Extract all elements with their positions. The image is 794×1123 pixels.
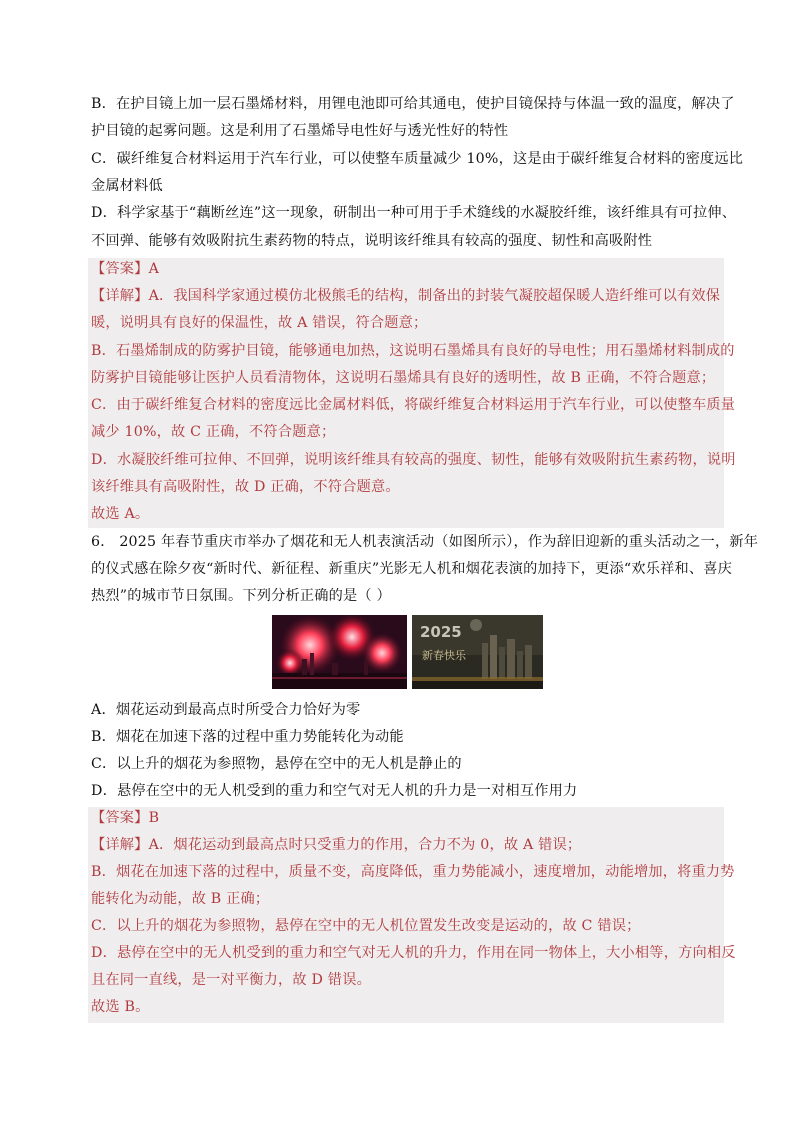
q6-answer-value: B [148,810,160,826]
q6-detail-d-line2: 且在同一直线，是一对平衡力，故 D 错误。 [91,972,371,988]
q5-detail-d-line2: 该纤维具有高吸附性，故 D 正确，不符合题意。 [91,479,400,495]
q5-option-c-line1: C．碳纤维复合材料运用于汽车行业，可以使整车质量减少 10%，这是由于碳纤维复合材料的密度远比 [91,151,744,167]
q5-detail-d-line1: D．水凝胶纤维可拉伸、不回弹，说明该纤维具有较高的强度、韧性，能够有效吸附抗生素药物，说明 [91,452,736,468]
q6-stem-line1: 6． 2025 年春节重庆市举办了烟花和无人机表演活动（如图所示），作为辞旧迎新的重头活动之一，新年 [91,534,759,550]
q6-detail-a-text: A．烟花运动到最高点时只受重力的作用，合力不为 0，故 A 错误； [148,837,582,853]
drone-year-text: 2025 [420,623,462,641]
q6-detail-c-line1: C．以上升的烟花为参照物，悬停在空中的无人机位置发生改变是运动的，故 C 错误； [91,918,641,934]
q6-stem-line2: 的仪式感在除夕夜“新时代、新征程、新重庆”光影无人机和烟花表演的加持下，更添“欢乐祥和、喜庆 [91,561,733,577]
q6-option-d: D．悬停在空中的无人机受到的重力和空气对无人机的升力是一对相互作用力 [91,783,578,799]
fireworks-photo [272,615,407,689]
q5-answer-value: A [148,261,160,277]
q5-answer-line [91,256,731,283]
q6-conclusion: 故选 B。 [91,999,150,1015]
q5-detail-c-line2: 减少 10%，故 C 正确，不符合题意； [91,424,336,440]
q6-detail-label: 【详解】 [91,837,149,853]
q5-detail-a-line2: 暖，说明具有良好的保温性，故 A 错误，符合题意； [91,315,428,331]
q6-option-c: C．以上升的烟花为参照物，悬停在空中的无人机是静止的 [91,756,462,772]
q6-detail-a-line1 [91,832,731,859]
q5-option-d-line2: 不回弹、能够有效吸附抗生素药物的特点，说明该纤维具有较高的强度、韧性和高吸附性 [91,233,653,249]
q5-option-d-line1: D．科学家基于“藕断丝连”这一现象，研制出一种可用于手术缝线的水凝胶纤维，该纤维具有可拉伸、 [91,205,737,221]
q6-answer-label: 【答案】 [91,810,149,826]
q5-answer-label: 【答案】 [91,261,149,277]
drone-show-photo [412,615,543,689]
q6-option-a: A．烟花运动到最高点时所受合力恰好为零 [91,702,361,718]
q5-detail-a-line1 [91,283,731,310]
q5-option-b-line1: B．在护目镜上加一层石墨烯材料，用锂电池即可给其通电，使护目镜保持与体温一致的温度，解决了 [91,96,735,112]
q6-detail-b-line1: B．烟花在加速下落的过程中，质量不变，高度降低，重力势能减小，速度增加，动能增加，将重力势 [91,864,735,880]
q6-stem-line3: 热烈”的城市节日氛围。下列分析正确的是（ ） [91,588,391,604]
q6-detail-d-line1: D．悬停在空中的无人机受到的重力和空气对无人机的升力，作用在同一物体上，大小相等，方向相反 [91,945,736,961]
q5-detail-b-line2: 防雾护目镜能够让医护人员看清物体，这说明石墨烯具有良好的透明性，故 B 正确，不符合题意； [91,370,716,386]
q5-detail-label: 【详解】 [91,288,149,304]
q5-option-b-line2: 护目镜的起雾问题。这是利用了石墨烯导电性好与透光性好的特性 [91,123,509,139]
q6-option-b: B．烟花在加速下落的过程中重力势能转化为动能 [91,729,404,745]
drone-greeting-text: 新春快乐 [422,649,466,662]
q5-detail-b-line1: B．石墨烯制成的防雾护目镜，能够通电加热，这说明石墨烯具有良好的导电性；用石墨烯材料制成的 [91,343,735,359]
q6-detail-b-line2: 能转化为动能，故 B 正确； [91,891,270,907]
q5-detail-c-line1: C．由于碳纤维复合材料的密度远比金属材料低，将碳纤维复合材料运用于汽车行业，可以使整车质量 [91,397,736,413]
q6-answer-line [91,805,731,832]
q5-option-c-line2: 金属材料低 [91,178,163,194]
q5-conclusion: 故选 A。 [91,506,150,522]
q5-detail-a-text: A．我国科学家通过模仿北极熊毛的结构，制备出的封装气凝胶超保暖人造纤维可以有效保 [148,288,721,304]
